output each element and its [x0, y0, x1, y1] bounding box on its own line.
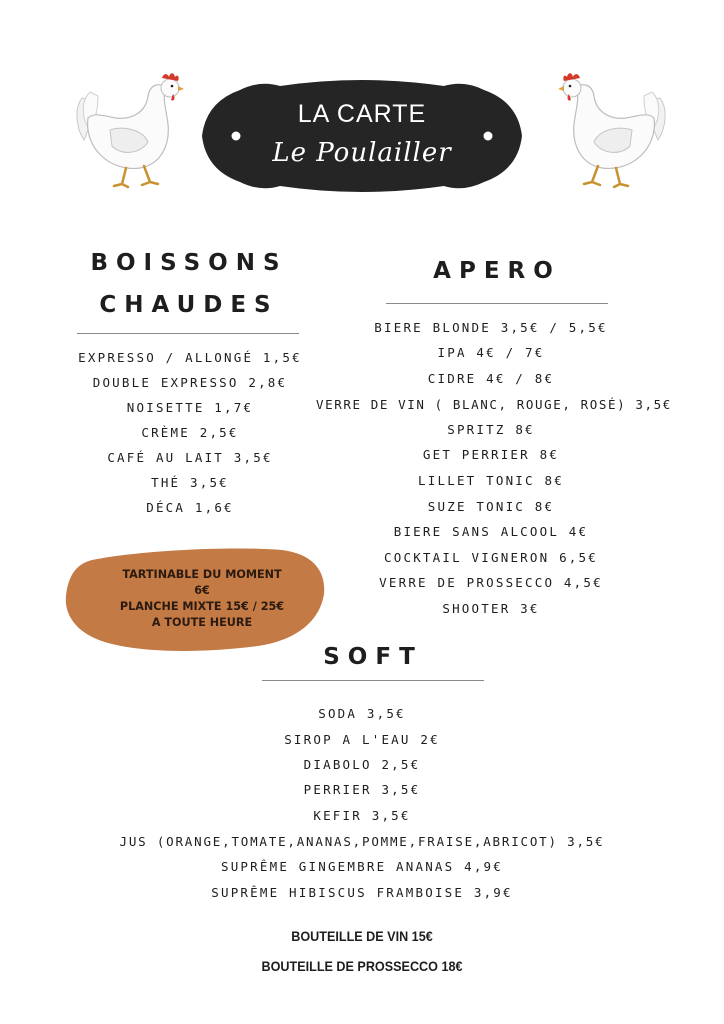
promo-line: PLANCHE MIXTE 15€ / 25€	[119, 600, 285, 613]
soft-item: SUPRÊME HIBISCUS FRAMBOISE 3,9€	[211, 885, 513, 900]
apero-item: SPRITZ 8€	[447, 422, 535, 437]
apero-heading: APERO	[433, 258, 561, 284]
promo-line: TARTINABLE DU MOMENT	[122, 568, 282, 581]
soft-item: SODA 3,5€	[318, 706, 406, 721]
apero-item: VERRE DE PROSSECCO 4,5€	[379, 575, 603, 590]
promo-text	[84, 567, 320, 631]
boissons-item: THÉ 3,5€	[151, 475, 229, 490]
apero-item: LILLET TONIC 8€	[418, 473, 564, 488]
boissons-item: DOUBLE EXPRESSO 2,8€	[92, 375, 288, 390]
apero-item: CIDRE 4€ / 8€	[427, 371, 555, 386]
promo-line: 6€	[194, 584, 210, 597]
promo-line: A TOUTE HEURE	[151, 616, 253, 629]
boissons-heading-line2: CHAUDES	[99, 292, 279, 318]
soft-item: SUPRÊME GINGEMBRE ANANAS 4,9€	[220, 859, 504, 874]
apero-item: COCKTAIL VIGNERON 6,5€	[384, 550, 598, 565]
soft-item: JUS (ORANGE,TOMATE,ANANAS,POMME,FRAISE,ABRICOT) 3,5€	[119, 834, 605, 849]
soft-item: DIABOLO 2,5€	[303, 757, 421, 772]
apero-divider	[386, 303, 608, 304]
apero-item: IPA 4€ / 7€	[437, 345, 545, 360]
boissons-item: CRÈME 2,5€	[141, 425, 239, 440]
boissons-item: EXPRESSO / ALLONGÉ 1,5€	[78, 350, 302, 365]
menu-title: LA CARTE	[297, 100, 427, 128]
boissons-item: DÉCA 1,6€	[146, 500, 234, 515]
chicken-icon-right	[552, 68, 672, 193]
soft-divider	[262, 680, 484, 681]
soft-item: SIROP A L'EAU 2€	[284, 732, 440, 747]
boissons-heading-line1: BOISSONS	[90, 250, 288, 276]
apero-item: SUZE TONIC 8€	[427, 499, 555, 514]
boissons-item: CAFÉ AU LAIT 3,5€	[107, 450, 273, 465]
apero-item: BIERE SANS ALCOOL 4€	[393, 524, 589, 539]
boissons-divider	[77, 333, 299, 334]
restaurant-name: Le Poulailler	[272, 138, 452, 168]
chicken-icon-left	[70, 68, 190, 193]
soft-item: PERRIER 3,5€	[303, 782, 421, 797]
title-banner	[200, 80, 524, 192]
bottle-prosecco: BOUTEILLE DE PROSSECCO 18€	[261, 958, 463, 974]
bottle-wine: BOUTEILLE DE VIN 15€	[291, 928, 433, 944]
soft-heading: SOFT	[323, 644, 423, 670]
apero-item: VERRE DE VIN ( BLANC, ROUGE, ROSÉ) 3,5€	[316, 397, 672, 412]
soft-item: KEFIR 3,5€	[313, 808, 411, 823]
apero-item: BIERE BLONDE 3,5€ / 5,5€	[374, 320, 608, 335]
apero-item: SHOOTER 3€	[442, 601, 540, 616]
boissons-item: NOISETTE 1,7€	[126, 400, 254, 415]
apero-item: GET PERRIER 8€	[422, 447, 560, 462]
